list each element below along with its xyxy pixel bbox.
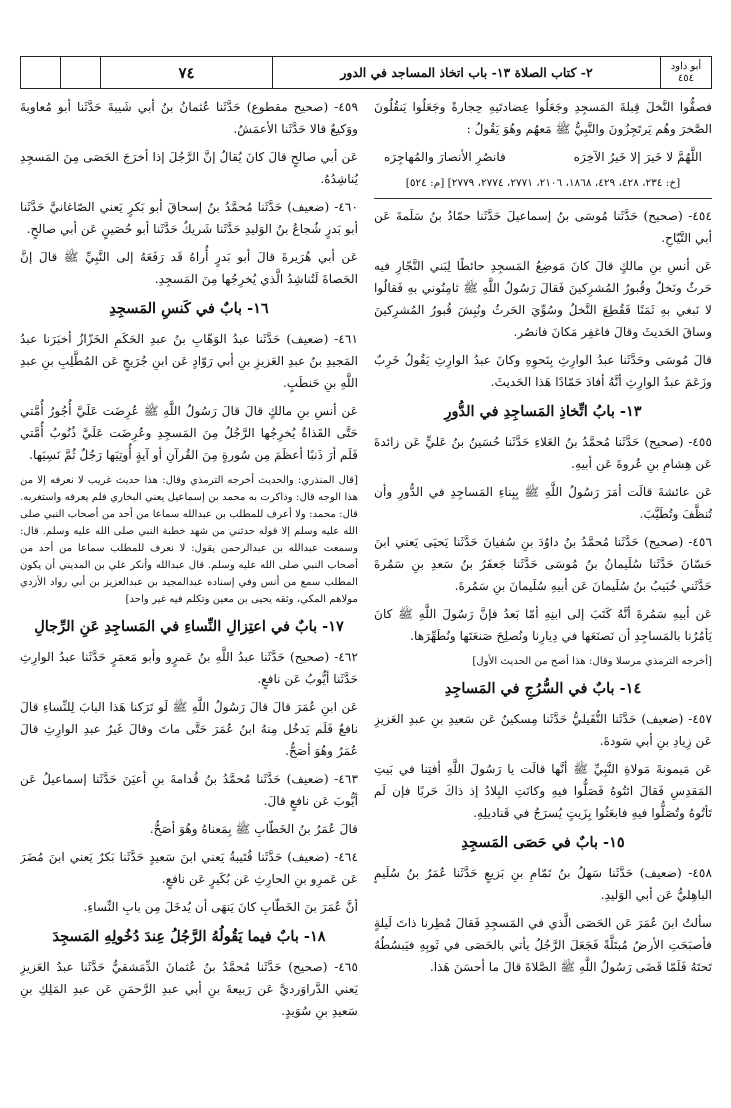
paragraph: أنَّ عُمَرَ بنَ الخَطّابِ كانَ يَنهَى أن يُدخَلَ مِن بابِ النِّساءِ. <box>83 900 358 914</box>
footnote: [أخرجه الترمذي مرسلا وقال: هذا أصح من الحديث الأول] <box>472 656 712 667</box>
poem-verse <box>374 146 712 168</box>
paragraph: عَن مَيمونةَ مَولاةِ النَّبِيِّ ﷺ أنَّها قالَت يا رَسُولَ اللَّهِ أفتِنا في بَيتِ المَقدِسِ فَقالَ ائتُوهُ فَصَلُّوا فيهِ وكانَتِ البِلادُ إذ ذاكَ حَربًا فإن لَم تَأتُوهُ وتُصَلُّوا فيهِ فابعَثُوا بِزَيتٍ يُسرَجُ في قَناديلِهِ. <box>374 762 712 820</box>
paragraph: سألتُ ابنَ عُمَرَ عَن الحَصَى الَّذي في المَسجِدِ فَقالَ مُطِرنا ذاتَ لَيلةٍ فأصبَحَتِ الأرضُ مُبتَلَّةً فَجَعَلَ الرَّجُلُ يأتي بالحَصَى في ثَوبِهِ فيَبسُطُهُ تَحتَهُ فَلَمّا قَضَى رَسُولُ اللَّهِ ﷺ الصَّلاةَ قالَ ما أحسَنَ هَذا. <box>374 916 712 974</box>
paragraph: قالَ عُمَرُ بنُ الخَطّابِ ﷺ بِمَعناهُ وهُوَ أصَحُّ. <box>149 822 358 836</box>
paragraph: ٤٥٤- (صحيح) حَدَّثَنا مُوسَى بنُ إسماعيلَ حَدَّثَنا حمّادُ بنُ سَلَمةَ عَن أبي التَّيّاحِ. <box>374 209 712 245</box>
verse-hemistich: فانصُرِ الأنصارَ والمُهاجِرَه <box>384 150 506 164</box>
paragraph: عَن أبيهِ سَمُرةَ أنَّهُ كَتَبَ إلى ابنِهِ أمّا بَعدُ فإنَّ رَسُولَ اللَّهِ ﷺ كانَ يَأمُرُنا بالمَساجِدِ أن نَصنَعَها في دِيارِنا ونُصلِحَ صَنعَتَها ونُطَهِّرَها. <box>374 607 712 643</box>
paragraph: عَن أبي هُرَيرةَ قالَ أبو بَدرٍ أُراهُ قَد رَفَعَهُ إلى النَّبِيِّ ﷺ قالَ إنَّ الحَصاةَ لَتُناشِدُ الَّذي يُخرِجُها مِنَ المَسجِدِ. <box>20 250 358 286</box>
chapter-heading: ١٧- بابٌ في اعتِزالِ النِّساءِ في المَساجِدِ عَنِ الرِّجالِ <box>34 618 344 635</box>
paragraph: قالَ مُوسَى وحَدَّثَنا عبدُ الوارِثِ بِنَحوِهِ وكانَ عبدُ الوارِثِ يَقُولُ خَرِبٌ وزَعَمَ عبدُ الوارِثِ أنَّهُ أفادَ حَمّادًا هَذا الحَديثَ. <box>374 353 712 389</box>
header-blank-cell <box>61 57 101 88</box>
paragraph: ٤٥٩- (صحيح مقطوع) حَدَّثَنا عُثمانُ بنُ أبي شَيبةَ حَدَّثَنا أبو مُعاويةَ ووَكيعٌ قالا حَدَّثَنا الأعمَشُ. <box>20 100 358 136</box>
paragraph: عَن عائشةَ قالَت أمَرَ رَسُولُ اللَّهِ ﷺ بِبِناءِ المَساجِدِ في الدُّورِ وأن تُنظَّفَ وتُطَيَّبَ. <box>374 485 712 521</box>
hadith-number: ٤٥٤ <box>677 72 695 84</box>
paragraph: ٤٦٤- (ضعيف) حَدَّثَنا قُتَيبةُ يَعني ابنَ سَعيدٍ حَدَّثَنا بَكرٌ يَعني ابنَ مُضَرَ عَن عَمرِو بنِ الحارِثِ عَن بُكَيرٍ عَن نافعٍ. <box>20 850 358 886</box>
paragraph: ٤٥٨- (ضعيف) حَدَّثَنا سَهلُ بنُ تَمّامِ بنِ بَزيعٍ حَدَّثَنا عُمَرُ بنُ سُلَيمٍ الباهِليُّ عَن أبي الوَليدِ. <box>374 866 712 902</box>
paragraph: ٤٦١- (ضعيف) حَدَّثَنا عبدُ الوَهّابِ بنُ عبدِ الحَكَمِ الخَزّازُ أخبَرَنا عبدُ المَجيدِ بنُ عبدِ العَزيزِ بنِ أبي رَوّادٍ عَن ابنِ جُرَيجٍ عَن المُطَّلِبِ بنِ عبدِ اللَّهِ بنِ حَنطَبٍ. <box>20 332 358 390</box>
paragraph: عَن أنسِ بنِ مالكٍ قالَ قالَ رَسُولُ اللَّهِ ﷺ عُرِضَت عَلَيَّ أُجُورُ أُمَّتي حَتَّى القَذاةُ يُخرِجُها الرَّجُلُ مِنَ المَسجِدِ وعُرِضَت عَلَيَّ ذُنُوبُ أُمَّتي فَلَم أرَ ذَنبًا أعظَمَ مِن سُورةٍ مِنَ القُرآنِ أو آيةٍ أُوتِيَها رَجُلٌ ثُمَّ نَسِيَها. <box>20 404 358 462</box>
chapter-heading: ١٦- بابٌ في كَنسِ المَسجِدِ <box>109 300 269 317</box>
paragraph: ٤٦٠- (ضعيف) حَدَّثَنا مُحمَّدُ بنُ إسحاقَ أبو بَكرٍ يَعني الصّاغانيَّ حَدَّثَنا أبو بَدرٍ شُجاعُ بنُ الوَليدِ حَدَّثَنا شَريكٌ حَدَّثَنا أبو حُصَينٍ عَن أبي صالحٍ. <box>20 200 358 236</box>
chapter-heading: ١٤- بابٌ في السُّرُجِ في المَساجِدِ <box>444 680 642 697</box>
header-blank-cell <box>21 57 61 88</box>
left-column <box>20 96 358 1096</box>
paragraph: عَن أبي صالحٍ قالَ كانَ يُقالُ إنَّ الرَّجُلَ إذا أخرَجَ الحَصَى مِنَ المَسجِدِ يُناشِدُهُ. <box>20 150 358 186</box>
divider <box>374 198 712 199</box>
chapter-heading: ١٨- بابٌ فيما يَقُولُهُ الرَّجُلُ عِندَ دُخُولِهِ المَسجِدَ <box>52 928 326 945</box>
footnote: [قال المنذري: والحديث أخرجه الترمذي وقال: هذا حديث غريب لا نعرفه إلا من هذا الوجه قال: وذاكرت به محمد بن إسماعيل يعني البخاري فلم يعرفه واستغربه. قال: محمد: ولا أعرف للمطلب بن عبدالله سماعا من أحد من أصحاب النبي صلى الله عليه وسلم إلا قوله حدثني من شهد خطبة النبي صلى الله عليه وسلم. قال: وسمعت عبدالله بن عبدالرحمن يقول: لا نعرف للمطلب سماعا من أحد من أصحاب النبي صلى الله عليه وسلم. قال عبدالله وأنكر علي بن المديني أن يكون المطلب سمع من أنس وفي إسناده عبدالمجيد بن عبدالعزيز بن أبي رواد الأزدي مولاهم المكي، وثقه يحيى بن معين وتكلم فيه غير واحد] <box>20 475 358 605</box>
right-column <box>374 96 712 1096</box>
paragraph: ٤٦٥- (صحيح) حَدَّثَنا مُحمَّدُ بنُ عُثمانَ الدِّمَشقيُّ حَدَّثَنا عبدُ العَزيزِ يَعني الدَّراوَرديَّ عَن رَبيعةَ بنِ أبي عبدِ الرَّحمَنِ عَن عبدِ المَلِكِ بنِ سَعيدِ بنِ سُوَيدٍ. <box>20 960 358 1018</box>
paragraph: ٤٦٢- (صحيح) حَدَّثَنا عبدُ اللَّهِ بنُ عَمرٍو وأبو مَعمَرٍ حَدَّثَنا عبدُ الوارِثِ حَدَّثَنا أيُّوبُ عَن نافعٍ. <box>20 650 358 686</box>
paragraph: عَن أنسِ بنِ مالكٍ قالَ كانَ مَوضِعُ المَسجِدِ حائطًا لِبَني النَّجّارِ فيه حَرثٌ ونَخلٌ وقُبورُ المُشرِكينَ فَقالَ رَسُولُ اللَّهِ ﷺ ثامِنُوني بهِ فَقالُوا لا نَبغي بهِ ثَمَنًا فَقُطِعَ النَّخلُ وسُوِّيَ الحَرثُ ونُبِشَ قُبورُ المُشرِكينَ وساقَ الحَديثَ وقالَ فاغفِر مَكانَ فانصُر. <box>374 259 712 339</box>
references: [خ: ٢٣٤، ٤٢٨، ٤٢٩، ١٨٦٨، ٢١٠٦، ٢٧٧١، ٢٧٧٤، ٢٧٧٩] [م: ٥٢٤] <box>405 177 681 189</box>
book-name: أبو داود <box>670 61 702 72</box>
paragraph: ٤٥٦- (صحيح) حَدَّثَنا مُحمَّدُ بنُ داوُدَ بنِ سُفيانَ حَدَّثَنا يَحيَى يَعني ابنَ حَسّانَ حَدَّثَنا سُلَيمانُ بنُ مُوسَى حَدَّثَنا جَعفَرُ بنُ سَعدِ بنِ سَمُرةَ حَدَّثَني خُبَيبُ بنُ سُلَيمانَ عَن أبيهِ سُلَيمانَ بنِ سَمُرةَ. <box>374 535 712 593</box>
chapter-heading: ١٥- بابٌ في حَصَى المَسجِدِ <box>461 834 625 851</box>
verse-hemistich: اللَّهُمَّ لا خَيرَ إلا خَيرُ الآخِرَه <box>573 150 702 164</box>
paragraph: فصفُّوا النَّخلَ قِبلةَ المَسجِدِ وجَعَلُوا عِضادتَيهِ حِجارةً وجَعَلُوا يَنقُلُونَ الصَّخرَ وهُم يَرتَجِزُونَ والنَّبِيُّ ﷺ مَعهُم وهُوَ يَقُولُ : <box>374 100 712 136</box>
book-info <box>661 57 711 88</box>
paragraph: ٤٥٥- (صحيح) حَدَّثَنا مُحمَّدُ بنُ العَلاءِ حَدَّثَنا حُسَينُ بنُ عَليٍّ عَن زائدةَ عَن هِشامِ بنِ عُروةَ عَن أبيهِ. <box>374 435 712 471</box>
running-title: ٢- كتاب الصلاة ١٣- باب اتخاذ المساجد في الدور <box>273 57 661 88</box>
paragraph: عَن ابنِ عُمَرَ قالَ قالَ رَسُولُ اللَّهِ ﷺ لَو تَرَكنا هَذا البابَ لِلنِّساءِ قالَ نافعٌ فَلَم يَدخُل مِنهُ ابنُ عُمَرَ حَتَّى ماتَ وقالَ غَيرُ عبدِ الوارِثِ قالَ عُمَرُ وهُوَ أصَحُّ. <box>20 700 358 758</box>
page-header <box>20 56 712 89</box>
paragraph: ٤٥٧- (ضعيف) حَدَّثَنا النُّفَيليُّ حَدَّثَنا مِسكينٌ عَن سَعيدِ بنِ عبدِ العَزيزِ عَن زِيادِ بنِ أبي سَودةَ. <box>374 712 712 748</box>
chapter-heading: ١٣- بابُ اتِّخاذِ المَساجِدِ في الدُّورِ <box>444 403 642 420</box>
paragraph: ٤٦٣- (ضعيف) حَدَّثَنا مُحمَّدُ بنُ قُدامةَ بنِ أعيَنَ حَدَّثَنا إسماعيلُ عَن أيُّوبَ عَن نافعٍ قالَ. <box>20 772 358 808</box>
page-number: ٧٤ <box>101 57 273 88</box>
